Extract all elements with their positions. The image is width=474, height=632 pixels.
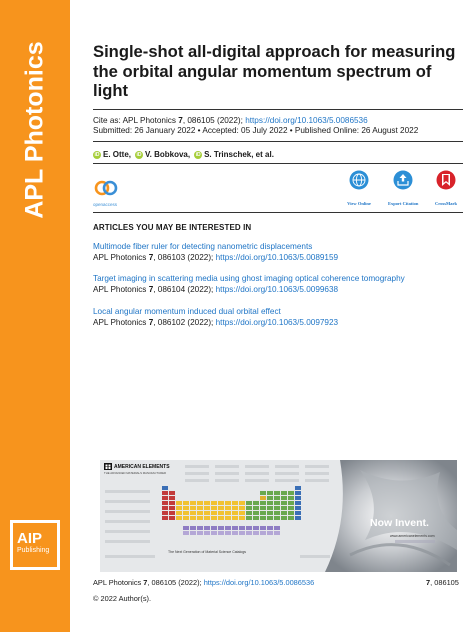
author-name: V. Bobkova xyxy=(145,150,188,159)
crossmark-button[interactable] xyxy=(431,170,461,206)
related-article-citation xyxy=(93,284,463,295)
author-item[interactable] xyxy=(194,150,274,159)
orcid-icon[interactable]: iD xyxy=(136,151,142,158)
related-volume: 7 xyxy=(148,318,154,327)
footer-page-volume: 7 xyxy=(426,578,431,587)
related-article-citation xyxy=(93,252,463,263)
open-access-icon xyxy=(93,177,119,203)
author-item[interactable] xyxy=(93,150,131,159)
footer-journal: APL Photonics xyxy=(93,578,144,587)
view-online-label: View Online xyxy=(347,201,371,206)
ad-brand-sub: THE ADVANCED MATERIALS MANUFACTURER xyxy=(104,471,167,475)
divider xyxy=(93,163,463,164)
related-doi-link[interactable]: https://doi.org/10.1063/5.0097923 xyxy=(215,318,339,327)
ad-tagline: The Next Generation of Material Science Catalogs xyxy=(168,550,247,554)
orcid-icon[interactable]: iD xyxy=(94,151,100,158)
citation-line xyxy=(93,115,368,126)
ad-background xyxy=(100,460,457,572)
related-article-link[interactable]: Multimode fiber ruler for detecting nanometric displacements xyxy=(93,242,313,251)
orcid-icon[interactable]: iD xyxy=(195,151,201,158)
crossmark-label: CrossMark xyxy=(435,201,457,206)
footer-volume: 7 xyxy=(143,578,148,587)
related-journal: APL Photonics xyxy=(93,285,149,294)
export-citation-button[interactable] xyxy=(388,170,418,206)
view-online-button[interactable] xyxy=(344,170,374,206)
journal-title: APL Photonics xyxy=(20,41,49,219)
related-journal: APL Photonics xyxy=(93,318,149,327)
footer-ref: , 086105 (2022); xyxy=(147,578,204,587)
ad-url[interactable]: www.americanelements.com xyxy=(390,534,435,538)
related-ref: , 086103 (2022); xyxy=(153,253,216,262)
footer-page-ref: , 086105 xyxy=(430,578,459,587)
related-article xyxy=(93,273,463,295)
cite-suffix: , 086105 (2022); xyxy=(182,116,246,125)
author-item[interactable] xyxy=(135,150,190,159)
publication-dates: Submitted: 26 January 2022 • Accepted: 05 July 2022 • Published Online: 26 August 2022 xyxy=(93,126,419,135)
related-journal: APL Photonics xyxy=(93,253,149,262)
export-citation-label: Export Citation xyxy=(388,201,419,206)
advertisement-banner[interactable] xyxy=(100,460,457,572)
cite-prefix: Cite as: APL Photonics xyxy=(93,116,179,125)
cite-volume: 7 xyxy=(178,116,183,125)
related-articles-heading: ARTICLES YOU MAY BE INTERESTED IN xyxy=(93,223,252,232)
related-article-citation xyxy=(93,317,463,328)
footer-doi-link[interactable]: https://doi.org/10.1063/5.0086536 xyxy=(203,578,315,587)
related-ref: , 086102 (2022); xyxy=(153,318,216,327)
related-volume: 7 xyxy=(148,285,154,294)
ad-slogan: Now Invent. xyxy=(370,517,429,529)
journal-sidebar xyxy=(0,0,70,632)
related-ref: , 086104 (2022); xyxy=(153,285,216,294)
related-doi-link[interactable]: https://doi.org/10.1063/5.0089159 xyxy=(215,253,339,262)
author-name: S. Trinschek xyxy=(204,150,252,159)
aip-logo-bottom: Publishing xyxy=(17,546,50,554)
article-doi-link[interactable]: https://doi.org/10.1063/5.0086536 xyxy=(245,116,368,125)
author-separator: , xyxy=(187,150,191,159)
open-access-label: openaccess xyxy=(93,202,118,207)
export-icon xyxy=(393,170,413,190)
related-article xyxy=(93,241,463,263)
author-name: E. Otte xyxy=(103,150,129,159)
ad-brand: AMERICAN ELEMENTS xyxy=(114,464,170,470)
related-article-link[interactable]: Target imaging in scattering media using ghost imaging optical coherence tomography xyxy=(93,274,405,283)
copyright-notice: © 2022 Author(s). xyxy=(93,594,152,603)
related-volume: 7 xyxy=(148,253,154,262)
divider xyxy=(93,109,463,110)
crossmark-icon xyxy=(436,170,456,190)
divider xyxy=(93,141,463,142)
author-separator: , et al. xyxy=(251,150,274,159)
related-article xyxy=(93,306,463,328)
article-title: Single-shot all-digital approach for measuring the orbital angular momentum spectrum of light xyxy=(93,42,456,100)
globe-icon xyxy=(349,170,369,190)
divider xyxy=(93,212,463,213)
author-list xyxy=(93,150,278,159)
author-separator: , xyxy=(128,150,132,159)
aip-logo-top: AIP xyxy=(17,530,43,547)
related-doi-link[interactable]: https://doi.org/10.1063/5.0099638 xyxy=(215,285,339,294)
aip-publishing-logo[interactable] xyxy=(10,520,60,570)
footer-citation xyxy=(93,578,463,587)
related-article-link[interactable]: Local angular momentum induced dual orbital effect xyxy=(93,307,281,316)
footer-page-number xyxy=(426,578,459,587)
